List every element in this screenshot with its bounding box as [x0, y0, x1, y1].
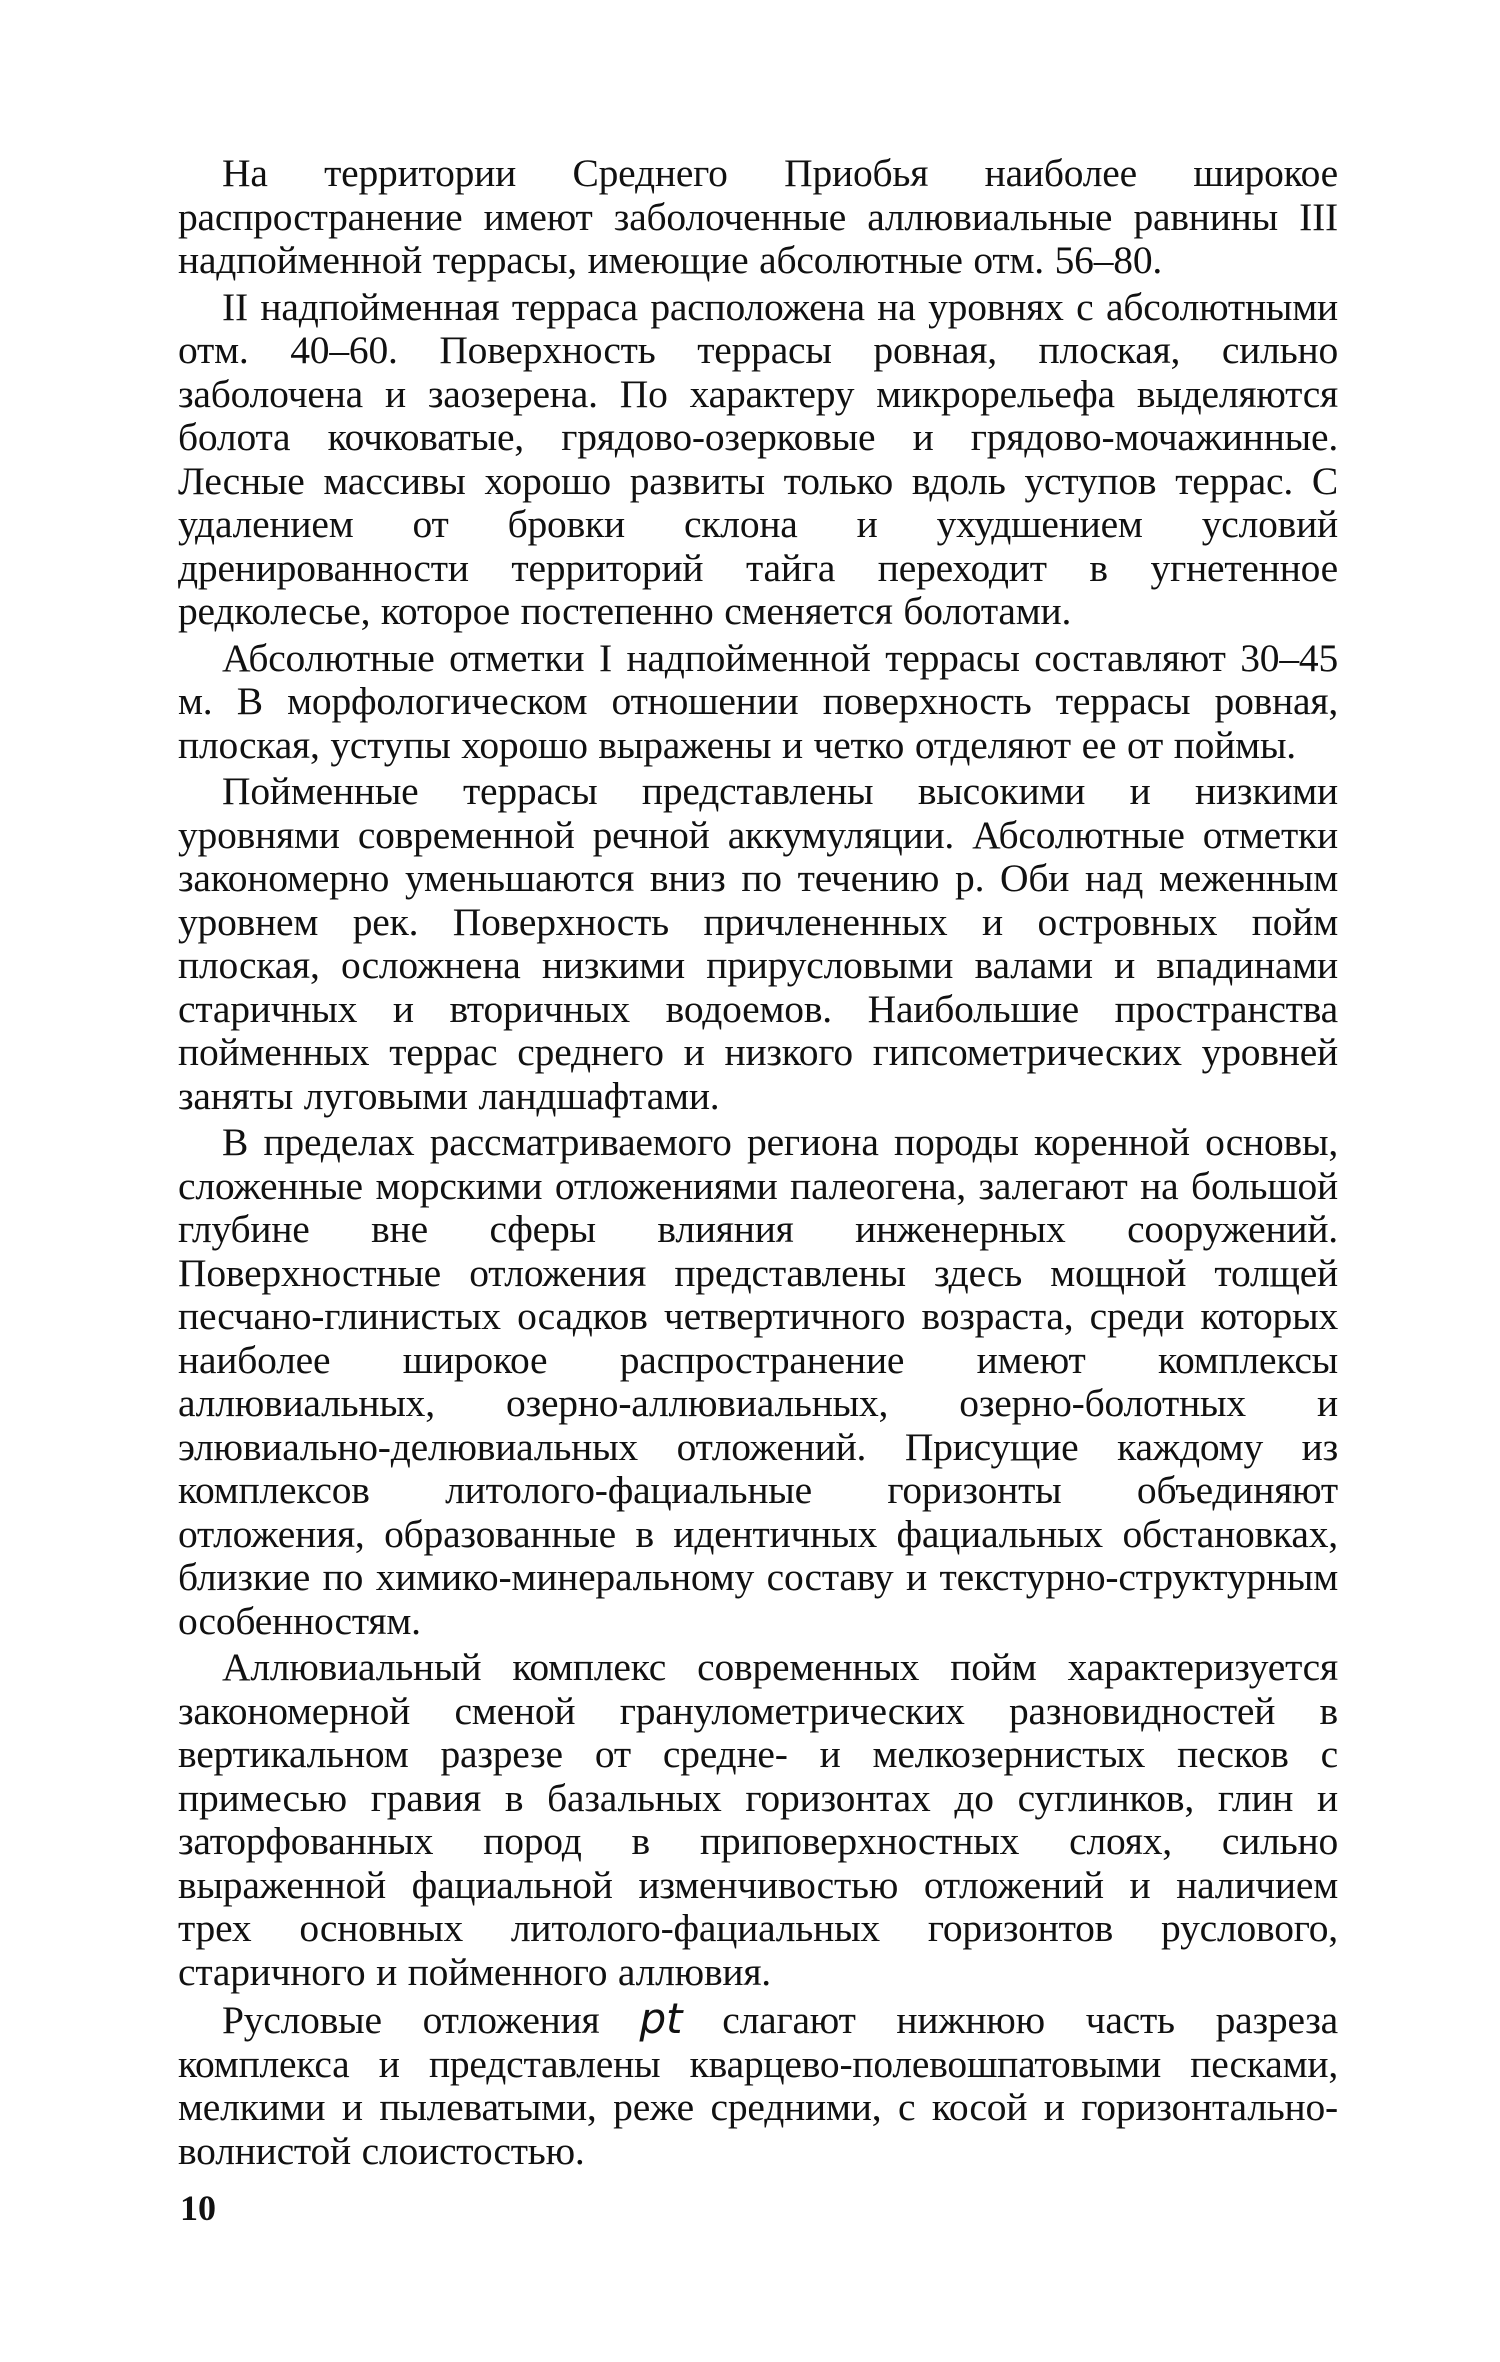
paragraph-5: В пределах рассматриваемого региона породы коренной основы, сложенные морскими отложениями палеогена, залегают на большой глубине вне сферы влияния инженерных сооружений. Поверхностные отложения представлены здесь мощной толщей песчано-глинистых осадков четвертичного возраста, среди которых наиболее широкое распространение имеют комплексы аллювиальных, озерно-аллювиальных, озерно-болотных и элювиально-делювиальных отложений. Присущие каждому из комплексов литолого-фациальные горизонты объединяют отложения, образованные в идентичных фациальных обстановках, близкие по химико-минеральному составу и текстурно-структурным особенностям.	[178, 1120, 1338, 1643]
facies-symbol: pt	[639, 1994, 683, 2043]
paragraph-1: На территории Среднего Приобья наиболее широкое распространение имеют заболоченные аллювиальные равнины III надпойменной террасы, имеющие абсолютные отм. 56–80.	[178, 151, 1338, 282]
paragraph-7-start: Русловые отложения	[222, 1998, 600, 2042]
page-number: 10	[180, 2188, 216, 2228]
paragraph-2: II надпойменная терраса расположена на уровнях с абсолютными отм. 40–60. Поверхность террасы ровная, плоская, сильно заболочена и заозерена. По характеру микрорельефа выделяются болота кочковатые, грядово-озерковые и грядово-мочажинные. Лесные массивы хорошо развиты только вдоль уступов террас. С удалением от бровки склона и ухудшением условий дренированности территорий тайга переходит в угнетенное редколесье, которое постепенно сменяется болотами.	[178, 284, 1338, 633]
paragraph-4: Пойменные террасы представлены высокими и низкими уровнями современной речной аккумуляции. Абсолютные отметки закономерно уменьшаются вниз по течению р. Оби над меженным уровнем рек. Поверхность причлененных и островных пойм плоская, осложнена низкими прирусловыми валами и впадинами старичных и вторичных водоемов. Наибольшие пространства пойменных террас среднего и низкого гипсометрических уровней заняты луговыми ландшафтами.	[178, 769, 1338, 1118]
paragraph-7	[178, 1994, 1338, 2173]
paragraph-7-end: слагают нижнюю часть разреза комплекса и представлены кварцево-полевошпатовыми песками, мелкими и пылеватыми, реже средними, с косой и горизонтально-волнистой слоистостью.	[178, 1998, 1338, 2173]
paragraph-3: Абсолютные отметки I надпойменной террасы составляют 30–45 м. В морфологическом отношении поверхность террасы ровная, плоская, уступы хорошо выражены и четко отделяют ее от поймы.	[178, 635, 1338, 767]
body-text	[178, 152, 1338, 2173]
paragraph-6: Аллювиальный комплекс современных пойм характеризуется закономерной сменой гранулометрических разновидностей в вертикальном разрезе от средне- и мелкозернистых песков с примесью гравия в базальных горизонтах до суглинков, глин и заторфованных пород в приповерхностных слоях, сильно выраженной фациальной изменчивостью отложений и наличием трех основных литолого-фациальных горизонтов руслового, старичного и пойменного аллювия.	[178, 1645, 1338, 1994]
